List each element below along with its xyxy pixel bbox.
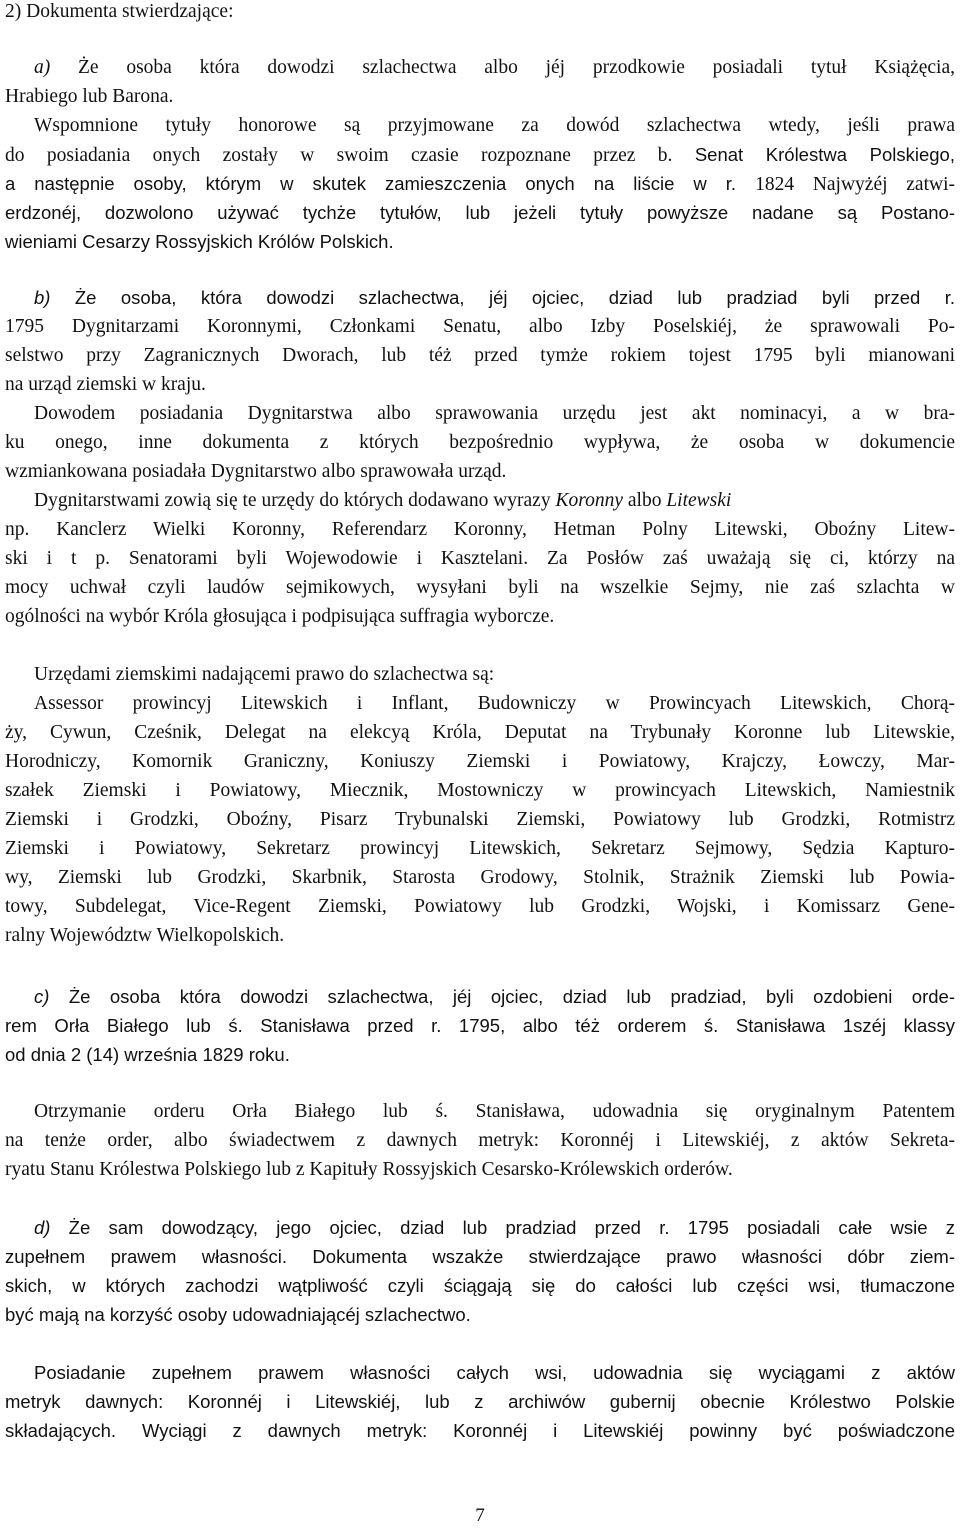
urzedy-line-9: ralny Województw Wielkopolskich. (5, 925, 285, 946)
para-a-line-6: erdzonéj, dozwolono używać tychże tytułów, lub jeżeli tytuły powyższe nadane są Postano- (5, 202, 955, 223)
para-a-line-3: Wspomnione tytuły honorowe są przyjmowane za dowód szlachectwa wtedy, jeśli prawa (34, 115, 955, 136)
posiadanie-line-2: metryk dawnych: Koronnéj i Litewskiéj, lub z archiwów gubernij obecnie Królestwo Polskie (5, 1391, 955, 1412)
urzedy-intro: Urzędami ziemskimi nadającemi prawo do szlachectwa są: (34, 664, 495, 685)
posiadanie-line-3: składających. Wyciągi z dawnych metryk: Koronnéj i Litewskiéj powinny być poświadczone (5, 1420, 955, 1441)
para-b-marker: b) (34, 287, 51, 308)
para-d-line-4: być mają na korzyść osoby udowadniającéj szlachectwo. (5, 1304, 471, 1325)
para-d-marker: d) (34, 1217, 51, 1238)
page-number: 7 (475, 1505, 485, 1526)
urzedy-line-2: ży, Cywun, Cześnik, Delegat na elekcyą Króla, Deputat na Trybunały Koronne lub Litewskie, (5, 722, 955, 743)
para-d-line-1: d) Że sam dowodzący, jego ojciec, dziad lub pradziad przed r. 1795 posiadali całe wsie z (34, 1217, 955, 1238)
para-c-line-1: c) Że osoba która dowodzi szlachectwa, jéj ojciec, dziad lub pradziad, byli ozdobieni orde- (34, 986, 955, 1007)
para-a-line-2: Hrabiego lub Barona. (5, 86, 174, 107)
para-a-line-7: wieniami Cesarzy Rossyjskich Królów Polskich. (5, 231, 394, 252)
urzedy-line-1: Assessor prowincyj Litewskich i Inflant, Budowniczy w Prowincyach Litewskich, Chorą- (34, 693, 955, 714)
para-a-line-1: a) Że osoba która dowodzi szlachectwa albo jéj przodkowie posiadali tytuł Książęcia, (34, 57, 955, 78)
urzedy-line-7: wy, Ziemski lub Grodzki, Skarbnik, Starosta Grodowy, Stolnik, Strażnik Ziemski lub Powia- (5, 867, 955, 888)
para-d-line-2: zupełnem prawem własności. Dokumenta wszakże stwierdzające prawo własności dóbr ziem- (5, 1246, 955, 1267)
para-b-line-7: wzmiankowana posiadała Dygnitarstwo albo sprawowała urząd. (5, 461, 507, 482)
para-b-line-8: Dygnitarstwami zowią się te urzędy do których dodawano wyrazy Koronny albo Litewski (34, 490, 732, 511)
urzedy-line-3: Horodniczy, Komornik Graniczny, Koniuszy Ziemski i Powiatowy, Krajczy, Łowczy, Mar- (5, 751, 955, 772)
term-koronny: Koronny (555, 490, 623, 511)
para-a-line-4: do posiadania onych zostały w swoim czasie rozpoznane przez b. Senat Królestwa Polskiego, (5, 144, 955, 166)
para-a-line-5: a następnie osoby, którym w skutek zamieszczenia onych na liście w r. 1824 Najwyżéj zatwi- (5, 173, 955, 195)
para-b-line-6: ku onego, inne dokumenta z których bezpośrednio wypływa, że osoba w dokumencie (5, 432, 955, 453)
para-b-line-3: selstwo przy Zagranicznych Dworach, lub téż przed tymże rokiem tojest 1795 byli mianowani (5, 345, 955, 366)
para-d-line-3: skich, w których zachodzi wątpliwość czyli ściągają się do całości lub części wsi, tłumaczone (5, 1275, 955, 1296)
otrzymanie-line-3: ryatu Stanu Królestwa Polskiego lub z Kapituły Rossyjskich Cesarsko-Królewskich orderów. (5, 1159, 733, 1180)
posiadanie-line-1: Posiadanie zupełnem prawem własności całych wsi, udowadnia się wyciągami z aktów (34, 1362, 955, 1383)
urzedy-line-6: Ziemski i Powiatowy, Sekretarz prowincyj Litewskich, Sekretarz Sejmowy, Sędzia Kapturo- (5, 838, 955, 859)
para-b-line-4: na urząd ziemski w kraju. (5, 374, 206, 395)
para-b-line-10: ski i t p. Senatorami byli Wojewodowie i Kasztelani. Za Posłów zaś uważają się ci, którzy na (5, 548, 955, 569)
urzedy-line-4: szałek Ziemski i Powiatowy, Miecznik, Mostowniczy w prowincyach Litewskich, Namiestnik (5, 780, 955, 801)
para-b-line-9: np. Kanclerz Wielki Koronny, Referendarz Koronny, Hetman Polny Litewski, Oboźny Litew- (5, 519, 955, 540)
para-b-line-1: b) Że osoba, która dowodzi szlachectwa, jéj ojciec, dziad lub pradziad byli przed r. (34, 287, 955, 308)
otrzymanie-line-2: na tenże order, albo świadectwem z dawnych metryk: Koronnéj i Litewskiéj, z aktów Sekreta- (5, 1130, 955, 1151)
section-heading: 2) Dokumenta stwierdzające: (5, 1, 234, 22)
para-b-line-11: mocy uchwał czyli laudów sejmikowych, wysyłani byli na wszelkie Sejmy, nie zaś szlachta w (5, 577, 955, 598)
otrzymanie-line-1: Otrzymanie orderu Orła Białego lub ś. Stanisława, udowadnia się oryginalnym Patentem (34, 1101, 955, 1122)
para-c-marker: c) (34, 986, 50, 1007)
para-a-marker: a) (34, 57, 51, 78)
para-b-line-12: ogólności na wybór Króla głosująca i podpisująca suffragia wyborcze. (5, 606, 555, 627)
para-c-line-2: rem Orła Białego lub ś. Stanisława przed r. 1795, albo téż orderem ś. Stanisława 1széj klassy (5, 1015, 955, 1036)
para-b-line-2: 1795 Dygnitarzami Koronnymi, Członkami Senatu, albo Izby Poselskiéj, że sprawowali Po- (5, 316, 955, 337)
para-b-line-5: Dowodem posiadania Dygnitarstwa albo sprawowania urzędu jest akt nominacyi, a w bra- (34, 403, 955, 424)
para-c-line-3: od dnia 2 (14) września 1829 roku. (5, 1044, 290, 1065)
term-litewski: Litewski (666, 490, 732, 511)
urzedy-line-8: towy, Subdelegat, Vice-Regent Ziemski, Powiatowy lub Grodzki, Wojski, i Komissarz Gene- (5, 896, 955, 917)
urzedy-line-5: Ziemski i Grodzki, Oboźny, Pisarz Trybunalski Ziemski, Powiatowy lub Grodzki, Rotmistrz (5, 809, 955, 830)
